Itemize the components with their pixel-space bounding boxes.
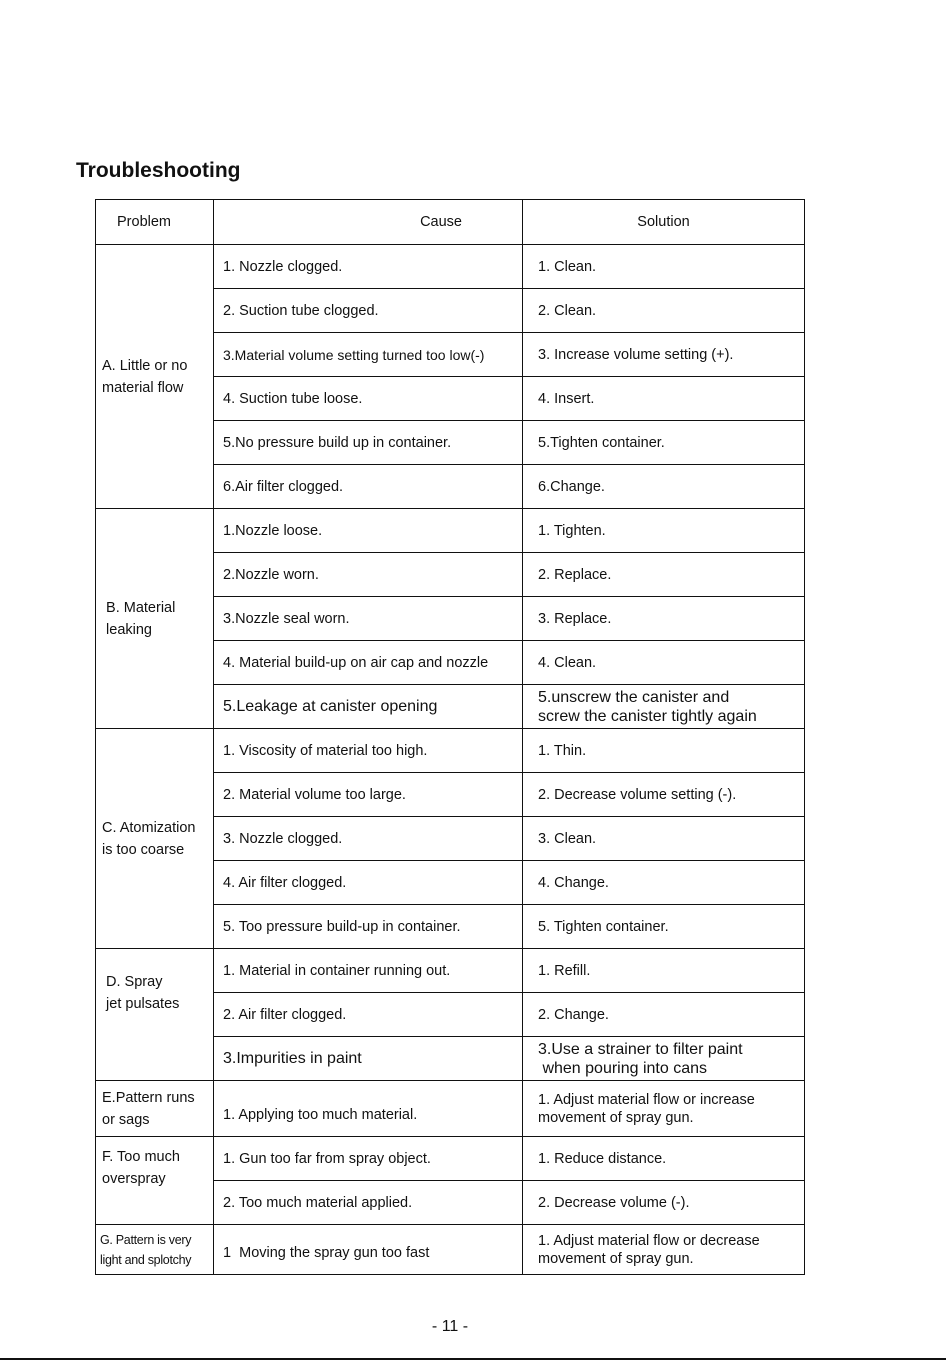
problem-cell [96, 949, 214, 1081]
header-solution: Solution [523, 200, 805, 245]
solution-text: 3.Use a strainer to filter paint when pouring into cans [538, 1040, 743, 1077]
cause-cell: 2. Suction tube clogged. [214, 289, 523, 333]
cause-cell: 2. Too much material applied. [214, 1181, 523, 1225]
problem-cell [96, 729, 214, 949]
solution-cell: 1. Reduce distance. [523, 1137, 805, 1181]
header-problem: Problem [96, 200, 214, 245]
troubleshooting-table [95, 199, 805, 1275]
header-cause: Cause [214, 200, 523, 245]
solution-cell: 4. Change. [523, 861, 805, 905]
cause-cell: 1.Nozzle loose. [214, 509, 523, 553]
cause-cell: 1. Nozzle clogged. [214, 245, 523, 289]
solution-cell: 1. Thin. [523, 729, 805, 773]
solution-cell: 6.Change. [523, 465, 805, 509]
problem-text: G. Pattern is very light and splotchy [100, 1232, 192, 1267]
solution-cell: 1. Refill. [523, 949, 805, 993]
cause-cell: 2.Nozzle worn. [214, 553, 523, 597]
table-row [96, 245, 805, 289]
solution-text: 5.unscrew the canister and screw the canister tightly again [538, 688, 757, 725]
table-row [96, 509, 805, 553]
cause-cell: 6.Air filter clogged. [214, 465, 523, 509]
solution-cell: 2. Decrease volume setting (-). [523, 773, 805, 817]
cause-cell: 5. Too pressure build-up in container. [214, 905, 523, 949]
solution-cell: 2. Decrease volume (-). [523, 1181, 805, 1225]
solution-cell: 5. Tighten container. [523, 905, 805, 949]
table-row [96, 1081, 805, 1137]
solution-cell: 2. Replace. [523, 553, 805, 597]
page-title: Troubleshooting [76, 159, 241, 182]
cause-cell: 5.No pressure build up in container. [214, 421, 523, 465]
problem-text: A. Little or no material flow [102, 357, 188, 396]
cause-cell: 1 Moving the spray gun too fast [214, 1225, 523, 1275]
solution-cell: 4. Clean. [523, 641, 805, 685]
problem-text: E.Pattern runs or sags [102, 1089, 195, 1128]
cause-cell: 4. Material build-up on air cap and nozzle [214, 641, 523, 685]
cause-cell: 4. Suction tube loose. [214, 377, 523, 421]
solution-cell: 2. Change. [523, 993, 805, 1037]
solution-cell: 2. Clean. [523, 289, 805, 333]
problem-cell [96, 245, 214, 509]
problem-cell [96, 1081, 214, 1137]
solution-cell [523, 685, 805, 729]
solution-text: 1. Adjust material flow or decrease movement of spray gun. [538, 1232, 760, 1267]
table-row [96, 1137, 805, 1181]
solution-cell: 1. Clean. [523, 245, 805, 289]
cause-cell: 3.Impurities in paint [214, 1037, 523, 1081]
solution-text: 1. Adjust material flow or increase movement of spray gun. [538, 1091, 755, 1126]
solution-cell: 3. Clean. [523, 817, 805, 861]
table-row [96, 729, 805, 773]
cause-cell: 1. Viscosity of material too high. [214, 729, 523, 773]
solution-cell: 4. Insert. [523, 377, 805, 421]
problem-cell [96, 1137, 214, 1225]
cause-cell: 4. Air filter clogged. [214, 861, 523, 905]
bottom-rule [0, 1358, 946, 1360]
header-row [96, 200, 805, 245]
table-row [96, 949, 805, 993]
solution-cell: 3. Increase volume setting (+). [523, 333, 805, 377]
solution-cell [523, 1037, 805, 1081]
page-number: - 11 - [431, 1318, 469, 1335]
cause-cell: 1. Gun too far from spray object. [214, 1137, 523, 1181]
problem-text: D. Spray jet pulsates [106, 974, 180, 1012]
cause-cell: 3. Nozzle clogged. [214, 817, 523, 861]
table-row [96, 1225, 805, 1275]
solution-cell: 5.Tighten container. [523, 421, 805, 465]
cause-cell: 1. Material in container running out. [214, 949, 523, 993]
solution-cell: 3. Replace. [523, 597, 805, 641]
solution-cell [523, 1225, 805, 1275]
problem-cell [96, 509, 214, 729]
cause-cell: 1. Applying too much material. [214, 1081, 523, 1137]
cause-cell: 2. Air filter clogged. [214, 993, 523, 1037]
problem-text: F. Too much overspray [102, 1149, 180, 1187]
cause-cell: 3.Material volume setting turned too low(-) [214, 333, 523, 377]
problem-text: B. Material leaking [106, 599, 176, 638]
solution-cell: 1. Tighten. [523, 509, 805, 553]
cause-cell: 2. Material volume too large. [214, 773, 523, 817]
solution-cell [523, 1081, 805, 1137]
cause-cell: 5.Leakage at canister opening [214, 685, 523, 729]
problem-cell [96, 1225, 214, 1275]
problem-text: C. Atomization is too coarse [102, 819, 196, 858]
cause-cell: 3.Nozzle seal worn. [214, 597, 523, 641]
